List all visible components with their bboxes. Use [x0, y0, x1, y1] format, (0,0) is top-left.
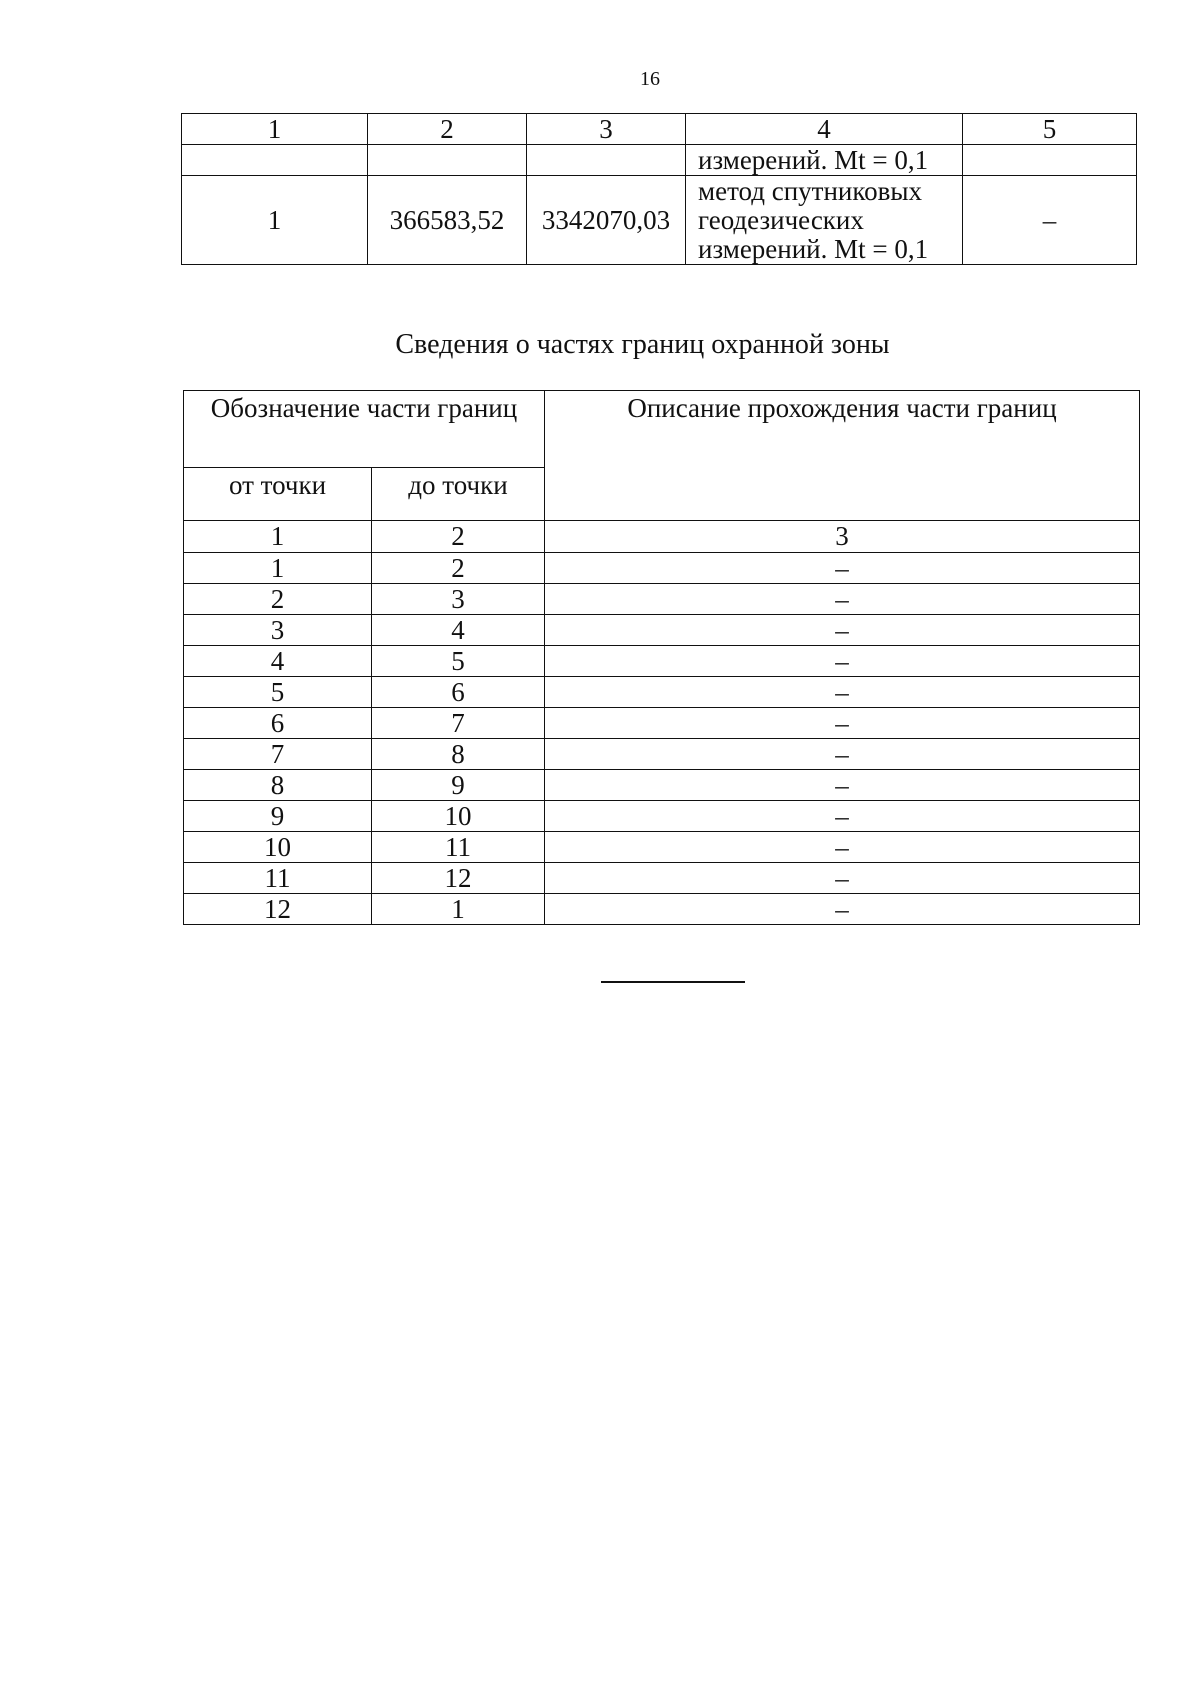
to-point: 6 — [372, 677, 545, 708]
part-description: – — [545, 863, 1140, 894]
table-cell — [182, 145, 368, 176]
end-separator-line — [601, 981, 745, 983]
column-number: 3 — [545, 521, 1140, 553]
table-row — [184, 832, 1140, 863]
column-number: 2 — [368, 114, 527, 145]
table-row — [184, 894, 1140, 925]
part-description: – — [545, 770, 1140, 801]
table-header-row — [184, 391, 1140, 468]
part-description: – — [545, 739, 1140, 770]
from-point: 10 — [184, 832, 372, 863]
table-row — [182, 145, 1137, 176]
table-cell — [527, 145, 686, 176]
column-number: 1 — [184, 521, 372, 553]
description-header: Описание прохождения части границ — [545, 391, 1140, 521]
from-point: 6 — [184, 708, 372, 739]
section-title: Сведения о частях границ охранной зоны — [395, 329, 890, 360]
to-point: 9 — [372, 770, 545, 801]
part-description: – — [545, 894, 1140, 925]
description-line: измерений. Mt = 0,1 — [698, 233, 929, 264]
table-row — [184, 708, 1140, 739]
from-point: 1 — [184, 553, 372, 584]
table-row — [184, 553, 1140, 584]
column-number: 1 — [182, 114, 368, 145]
method-description — [686, 176, 963, 265]
table-cell — [368, 145, 527, 176]
table-row — [184, 677, 1140, 708]
table-row — [184, 863, 1140, 894]
to-point: 2 — [372, 553, 545, 584]
part-description: – — [545, 615, 1140, 646]
designation-header: Обозначение части границ — [184, 391, 545, 468]
page-number: 16 — [640, 68, 660, 90]
to-point: 10 — [372, 801, 545, 832]
to-point: 3 — [372, 584, 545, 615]
description-line: метод спутниковых — [698, 175, 922, 206]
to-point: 4 — [372, 615, 545, 646]
part-description: – — [545, 553, 1140, 584]
from-point: 5 — [184, 677, 372, 708]
column-number: 3 — [527, 114, 686, 145]
from-point: 12 — [184, 894, 372, 925]
to-point: 7 — [372, 708, 545, 739]
coordinate-y: 3342070,03 — [527, 176, 686, 265]
from-point: 11 — [184, 863, 372, 894]
table-row — [184, 615, 1140, 646]
to-point: 8 — [372, 739, 545, 770]
part-description: – — [545, 677, 1140, 708]
from-point: 8 — [184, 770, 372, 801]
from-point: 4 — [184, 646, 372, 677]
table-row — [184, 739, 1140, 770]
to-point: 11 — [372, 832, 545, 863]
part-description: – — [545, 832, 1140, 863]
point-number: 1 — [182, 176, 368, 265]
table-header-row — [182, 114, 1137, 145]
part-description: – — [545, 708, 1140, 739]
boundary-parts-table — [183, 390, 1140, 925]
from-point: 9 — [184, 801, 372, 832]
column-number: 5 — [963, 114, 1137, 145]
from-point-header: от точки — [184, 468, 372, 521]
from-point: 7 — [184, 739, 372, 770]
part-description: – — [545, 801, 1140, 832]
method-description: измерений. Mt = 0,1 — [686, 145, 963, 176]
part-description: – — [545, 646, 1140, 677]
table-cell — [963, 145, 1137, 176]
table-row — [184, 801, 1140, 832]
table-row — [182, 176, 1137, 265]
to-point: 1 — [372, 894, 545, 925]
from-point: 2 — [184, 584, 372, 615]
from-point: 3 — [184, 615, 372, 646]
description-line: геодезических — [698, 204, 864, 235]
coordinate-x: 366583,52 — [368, 176, 527, 265]
to-point: 12 — [372, 863, 545, 894]
to-point-header: до точки — [372, 468, 545, 521]
column-number: 4 — [686, 114, 963, 145]
table-row — [184, 584, 1140, 615]
column-numbers-row — [184, 521, 1140, 553]
part-description: – — [545, 584, 1140, 615]
coordinates-table — [181, 113, 1137, 265]
column-number: 2 — [372, 521, 545, 553]
table-row — [184, 646, 1140, 677]
empty-dash: – — [963, 176, 1137, 265]
table-row — [184, 770, 1140, 801]
to-point: 5 — [372, 646, 545, 677]
